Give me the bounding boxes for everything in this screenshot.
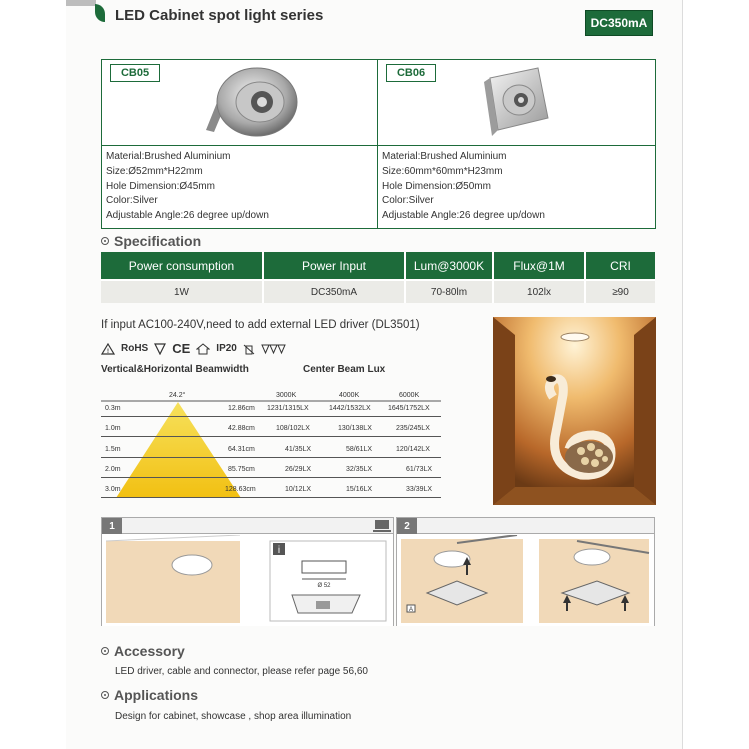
spec-line: Material:Brushed Aluminium: [382, 151, 507, 162]
spec-line: Hole Dimension:Ø45mm: [106, 180, 215, 192]
bullet-icon: [101, 237, 109, 245]
spec-value: 1W: [101, 280, 263, 303]
spec-line: Hole Dimension:Ø50mm: [382, 180, 491, 192]
lux-3000k: 26/29LX: [285, 466, 312, 473]
page-edge: [682, 0, 683, 749]
beam-row: [101, 482, 441, 498]
spec-line: Size:60mm*60mm*H23mm: [382, 165, 503, 177]
section-title: Accessory: [114, 643, 185, 659]
rohs-label: RoHS: [121, 343, 149, 354]
diagram-header: [397, 518, 654, 534]
hole-cut-diagram: [102, 535, 393, 626]
spec-header: Lum@3000K: [405, 252, 493, 280]
spec-value-row: [101, 280, 655, 303]
diameter: 12.86cm: [228, 405, 255, 412]
install-diagram-step2: [396, 517, 655, 626]
beam-row: [101, 462, 441, 478]
distance: 0.3m: [105, 405, 121, 412]
kelvin-label: 6000K: [399, 392, 420, 399]
section-title: Specification: [114, 233, 202, 249]
lux-4000k: 58/61LX: [346, 446, 373, 453]
house-icon: [196, 343, 210, 355]
spec-line: Adjustable Angle:26 degree up/down: [382, 210, 545, 222]
bin-icon: [243, 343, 255, 355]
current-badge: DC350mA: [585, 10, 653, 36]
applications-text: Design for cabinet, showcase , shop area illumination: [115, 711, 352, 722]
spec-value: DC350mA: [263, 280, 405, 303]
spec-value: 70-80lm: [405, 280, 493, 303]
info-icon: i: [277, 545, 281, 556]
check-triangle-icon: [154, 343, 166, 355]
specification-heading: [101, 233, 201, 249]
driver-note: If input AC100-240V,need to add external LED driver (DL3501): [101, 319, 420, 331]
diameter: 42.88cm: [228, 425, 255, 432]
spec-line: Material:Brushed Aluminium: [106, 151, 231, 162]
spec-line: Color:Silver: [106, 195, 158, 207]
spec-header: Flux@1M: [493, 252, 585, 280]
product-card-cb05: [101, 59, 378, 229]
lux-3000k: 41/35LX: [285, 446, 312, 453]
warning-triangle-icon: [101, 343, 115, 355]
beam-angle: 24.2°: [169, 392, 186, 399]
spec-line: Size:Ø52mm*H22mm: [106, 165, 203, 177]
accessory-text: LED driver, cable and connector, please refer page 56,60: [115, 666, 368, 677]
lux-heading: Center Beam Lux: [303, 364, 386, 375]
distance: 3.0m: [105, 486, 121, 493]
section-title: Applications: [114, 687, 199, 703]
applications-heading: [101, 687, 198, 703]
top-edge-bar: [66, 0, 96, 6]
lux-4000k: 32/35LX: [346, 466, 373, 473]
marker-label: A: [408, 607, 414, 613]
lux-3000k: 108/102LX: [276, 425, 310, 432]
spec-header-row: [101, 252, 655, 280]
beam-row: [101, 421, 441, 437]
beam-row: [101, 401, 441, 417]
beamwidth-heading: Vertical&Horizontal Beamwidth: [101, 364, 249, 375]
lux-6000k: 120/142LX: [396, 446, 430, 453]
distance: 1.0m: [105, 425, 121, 432]
product-card-cb06: [377, 59, 656, 229]
bullet-icon: [101, 691, 109, 699]
lux-4000k: 15/16LX: [346, 486, 373, 493]
spec-value: ≥90: [585, 280, 655, 303]
swan-display-image: [493, 317, 656, 505]
page-title: LED Cabinet spot light series: [115, 7, 324, 24]
svg-text:!: !: [107, 348, 109, 355]
spec-table: [101, 252, 655, 303]
step-number: 1: [102, 518, 122, 534]
step-number: 2: [397, 518, 417, 534]
ce-label: CE: [172, 341, 191, 356]
spec-header: Power consumption: [101, 252, 263, 280]
accessory-heading: [101, 643, 185, 659]
kelvin-label: 4000K: [339, 392, 360, 399]
lux-6000k: 33/39LX: [406, 486, 433, 493]
certification-row: [101, 341, 287, 356]
diagram-header: [102, 518, 393, 534]
ip-rating-label: IP20: [216, 343, 237, 354]
spec-value: 102lx: [493, 280, 585, 303]
spec-header: Power Input: [263, 252, 405, 280]
cabinet-photo: [493, 317, 656, 505]
diameter: 128.63cm: [225, 486, 256, 493]
kelvin-label: 3000K: [276, 392, 297, 399]
spec-line: Color:Silver: [382, 195, 434, 207]
diameter: 85.75cm: [228, 466, 255, 473]
lux-3000k: 1231/1315LX: [267, 405, 309, 412]
beam-row: [101, 442, 441, 458]
lux-3000k: 10/12LX: [285, 486, 312, 493]
diameter: 64.31cm: [228, 446, 255, 453]
product-specs-cb05: [106, 150, 269, 224]
marks-icon: [261, 343, 287, 355]
lux-4000k: 130/138LX: [338, 425, 372, 432]
mounting-diagram: [397, 535, 654, 626]
distance: 1.5m: [105, 446, 121, 453]
product-specs-cb06: [382, 150, 545, 224]
distance: 2.0m: [105, 466, 121, 473]
spec-line: Adjustable Angle:26 degree up/down: [106, 210, 269, 222]
product-code-tag: CB06: [386, 64, 436, 82]
spec-header: CRI: [585, 252, 655, 280]
lux-6000k: 1645/1752LX: [388, 405, 430, 412]
screen-icon: [372, 519, 392, 533]
product-code-tag: CB05: [110, 64, 160, 82]
diameter-label: Ø 52: [317, 583, 331, 589]
install-diagram-step1: [101, 517, 394, 626]
lux-6000k: 235/245LX: [396, 425, 430, 432]
lux-4000k: 1442/1532LX: [329, 405, 371, 412]
lux-6000k: 61/73LX: [406, 466, 433, 473]
bullet-icon: [101, 647, 109, 655]
